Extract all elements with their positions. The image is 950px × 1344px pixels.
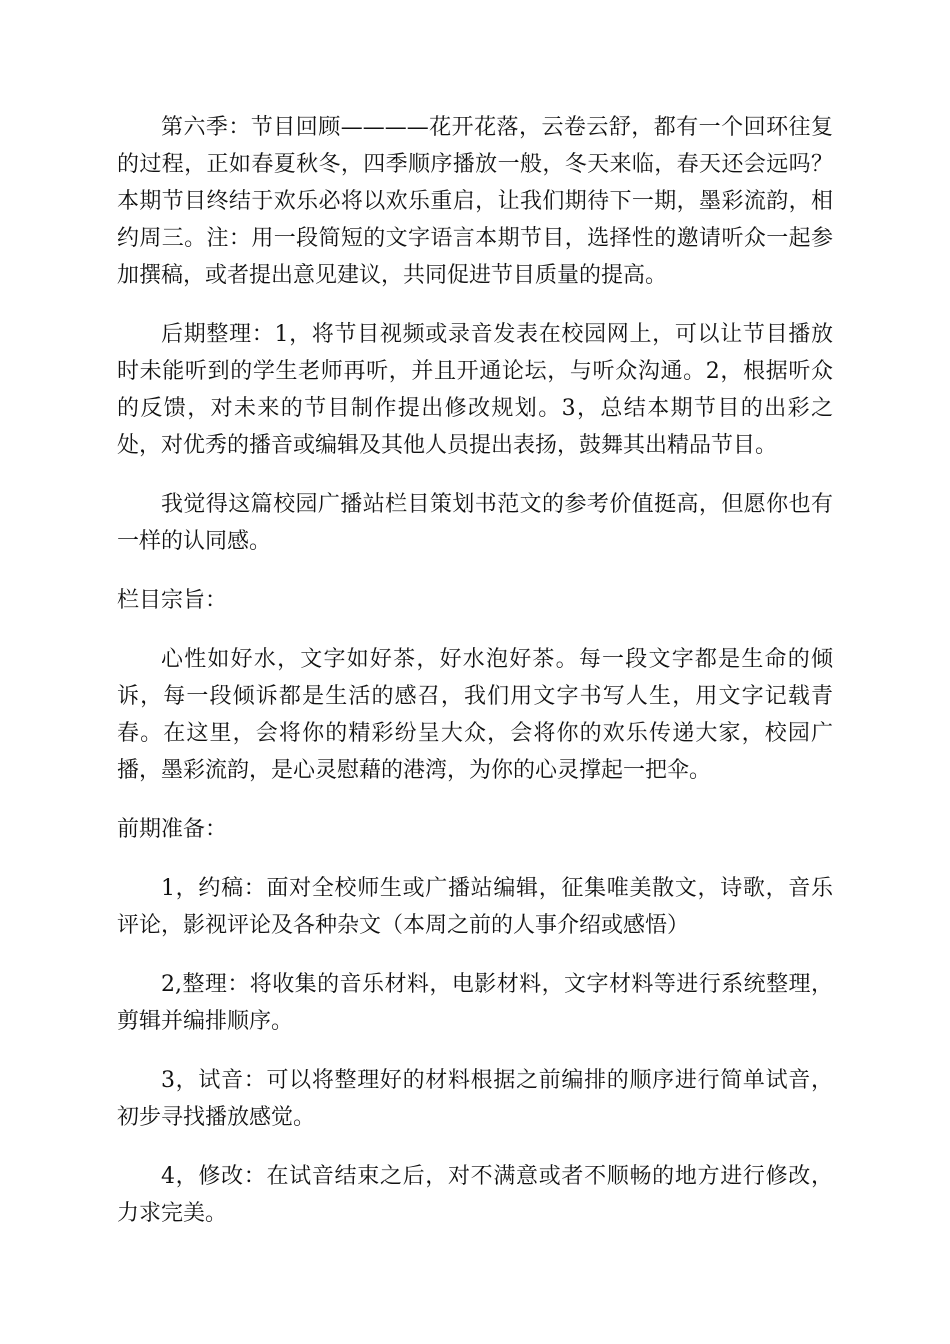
paragraph-program-purpose: 心性如好水，文字如好茶，好水泡好茶。每一段文字都是生命的倾诉，每一段倾诉都是生活的感召，我们用文字书写人生，用文字记载青春。在这里，会将你的精彩纷呈大众，会将你的欢乐传递大家，校园广播，墨彩流韵，是心灵慰藉的港湾，为你的心灵撑起一把伞。	[117, 647, 833, 783]
paragraph-reference-value: 我觉得这篇校园广播站栏目策划书范文的参考价值挺高，但愿你也有一样的认同感。	[117, 492, 833, 554]
heading-preparation: 前期准备：	[117, 817, 228, 842]
paragraph-season-six-review: 第六季：节目回顾————花开花落，云卷云舒，都有一个回环往复的过程，正如春夏秋冬，四季顺序播放一般，冬天来临，春天还会远吗？本期节目终结于欢乐必将以欢乐重启，让我们期待下一期，墨彩流韵，相约周三。注：用一段简短的文字语言本期节目，选择性的邀请听众一起参加撰稿，或者提出意见建议，共同促进节目质量的提高。	[117, 115, 833, 288]
paragraph-post-production: 后期整理：1，将节目视频或录音发表在校园网上，可以让节目播放时未能听到的学生老师再听，并且开通论坛，与听众沟通。2，根据听众的反馈，对未来的节目制作提出修改规划。3，总结本期节目的出彩之处，对优秀的播音或编辑及其他人员提出表扬，鼓舞其出精品节目。	[117, 322, 833, 458]
document-body	[117, 109, 833, 1254]
paragraph-step-revise: 4，修改：在试音结束之后，对不满意或者不顺畅的地方进行修改，力求完美。	[117, 1164, 833, 1226]
heading-program-purpose: 栏目宗旨：	[117, 588, 228, 613]
paragraph-step-organize: 2,整理：将收集的音乐材料，电影材料，文字材料等进行系统整理，剪辑并编排顺序。	[117, 972, 833, 1034]
paragraph-step-submissions: 1，约稿：面对全校师生或广播站编辑，征集唯美散文，诗歌，音乐评论，影视评论及各种杂文（本周之前的人事介绍或感悟）	[117, 876, 833, 938]
paragraph-step-audio-test: 3，试音：可以将整理好的材料根据之前编排的顺序进行简单试音，初步寻找播放感觉。	[117, 1068, 833, 1130]
